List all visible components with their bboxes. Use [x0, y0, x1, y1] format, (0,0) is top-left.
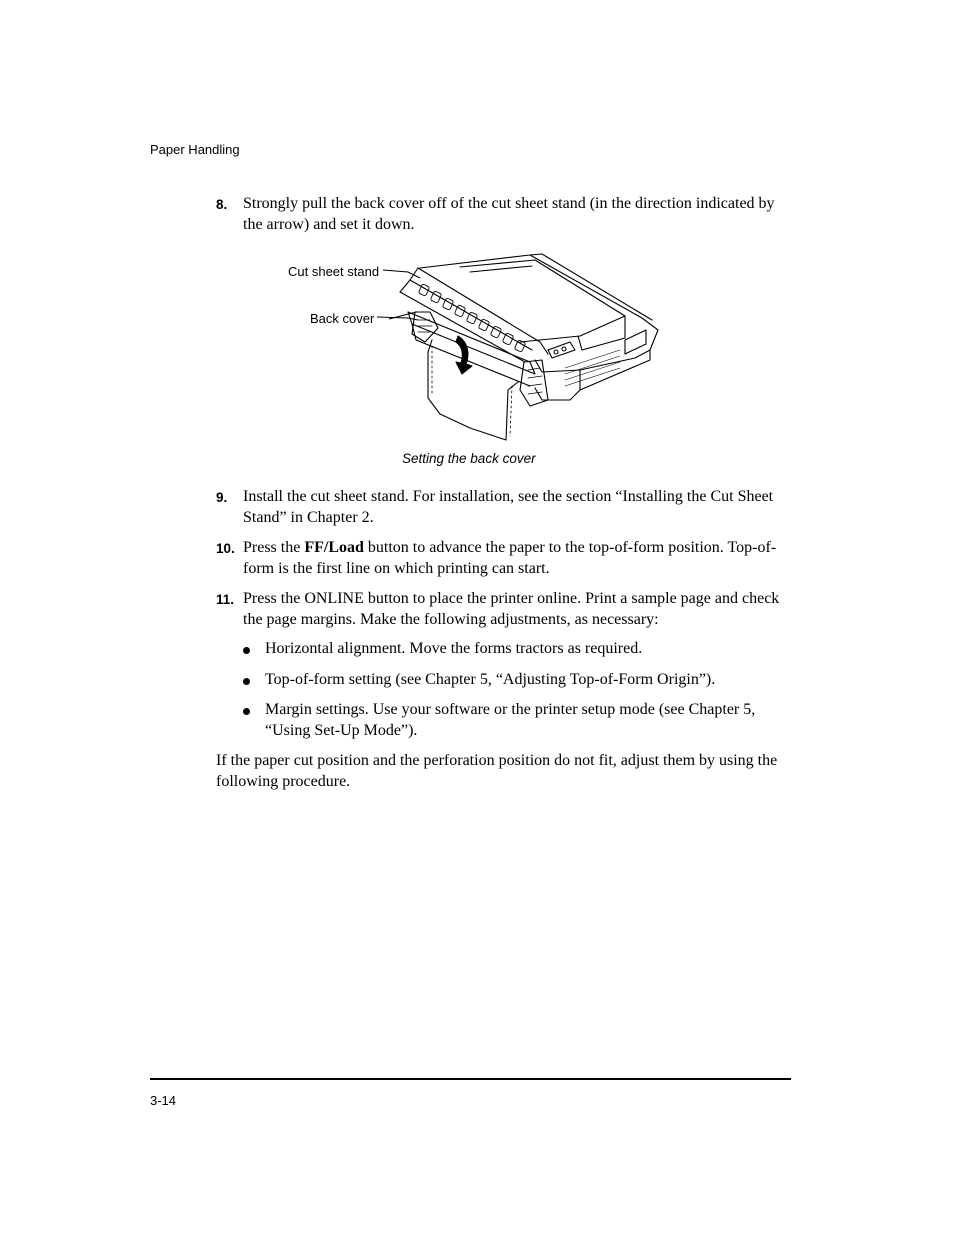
- step-10: [216, 538, 796, 579]
- step-text-after: button to advance the paper to the top-of-form position. Top-of-form is the first line on which printing can start.: [243, 539, 777, 577]
- bullet-text: Margin settings. Use your software or the printer setup mode (see Chapter 5, “Using Set-Up Mode”).: [265, 701, 756, 739]
- step-9: [216, 487, 796, 528]
- step-11: [216, 589, 796, 630]
- ff-load-button-name: FF/Load: [304, 539, 364, 556]
- bullet-text: Top-of-form setting (see Chapter 5, “Adjusting Top-of-Form Origin”).: [265, 671, 716, 688]
- bullet-item: [243, 700, 803, 741]
- step-text: [243, 538, 796, 579]
- bullet-item: [243, 639, 803, 660]
- step-number: 11.: [216, 592, 235, 607]
- curved-arrow-icon: [456, 336, 472, 374]
- printer-illustration: [280, 250, 680, 450]
- bullet-icon: [243, 708, 250, 715]
- bullet-item: [243, 670, 803, 691]
- closing-paragraph: If the paper cut position and the perforation position do not fit, adjust them by using the following procedure.: [216, 752, 778, 790]
- step-text-before: Press the: [243, 539, 305, 556]
- bullet-icon: [243, 647, 250, 654]
- running-header: Paper Handling: [150, 142, 240, 157]
- page-number: 3-14: [150, 1093, 177, 1108]
- step-8: [216, 194, 796, 235]
- footer-divider: [150, 1078, 791, 1080]
- label-cut-sheet-stand: Cut sheet stand: [288, 264, 380, 279]
- bullet-icon: [243, 678, 250, 685]
- step-text: Press the ONLINE button to place the printer online. Print a sample page and check the page margins. Make the following adjustments, as necessary:: [243, 590, 780, 628]
- step-number: 9.: [216, 490, 228, 505]
- step-number: 10.: [216, 541, 235, 556]
- step-text: Strongly pull the back cover off of the cut sheet stand (in the direction indicated by the arrow) and set it down.: [243, 195, 775, 233]
- figure-caption: Setting the back cover: [402, 451, 536, 466]
- step-text: Install the cut sheet stand. For installation, see the section “Installing the Cut Sheet Stand” in Chapter 2.: [243, 488, 774, 526]
- step-number: 8.: [216, 197, 228, 212]
- bullet-text: Horizontal alignment. Move the forms tractors as required.: [265, 640, 643, 657]
- label-back-cover: Back cover: [310, 311, 375, 326]
